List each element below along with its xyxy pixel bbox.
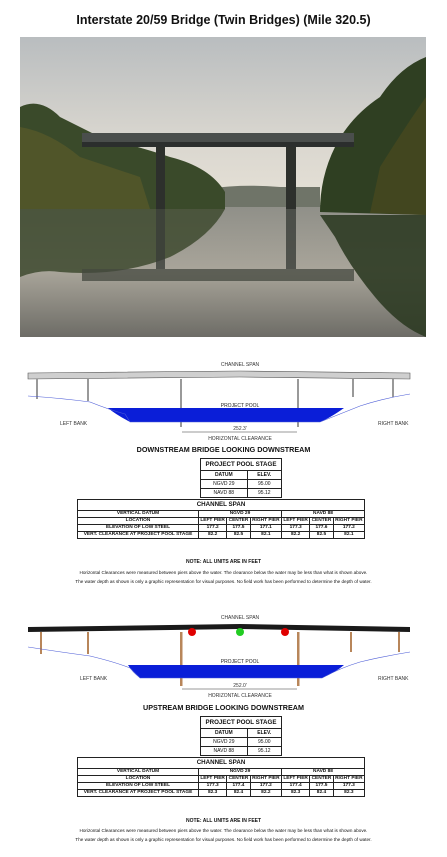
pool-datum: NGVD 29	[201, 738, 248, 747]
cell: 177.5	[227, 525, 250, 532]
location-label: LOCATION	[78, 776, 199, 783]
units-note: NOTE: ALL UNITS ARE IN FEET	[185, 559, 262, 565]
units-note: NOTE: ALL UNITS ARE IN FEET	[185, 818, 262, 824]
clearance-value: 252.3'	[233, 426, 247, 432]
row-label: ELEVATION OF LOW STEEL	[78, 525, 199, 532]
clearance-note: Horizontal Clearances were measured between piers above the water. The clearance below the water may be less than what is shown above.	[79, 828, 368, 833]
center-header: CENTER	[228, 518, 249, 523]
cell: 177.3	[199, 783, 227, 790]
row-label: VERT. CLEARANCE AT PROJECT POOL STAGE	[78, 790, 199, 797]
right-pier-header: RIGHT PIER	[252, 776, 280, 781]
location-label: LOCATION	[78, 518, 199, 525]
upstream-diagram	[0, 610, 447, 702]
elev-col: ELEV.	[247, 471, 281, 480]
pool-datum: NGVD 29	[201, 480, 248, 489]
cell: 82.2	[281, 532, 309, 539]
cell: 177.1	[250, 525, 281, 532]
upstream-caption: UPSTREAM BRIDGE LOOKING DOWNSTREAM	[143, 703, 304, 712]
cell: 82.2	[250, 790, 281, 797]
cell: 177.5	[310, 783, 333, 790]
depth-note: The water depth as shown is only a graphic representation for visual purposes. No field work has been performed to determine the depth of water.	[75, 837, 372, 842]
pool-elev: 95.12	[247, 747, 281, 756]
downstream-diagram	[0, 356, 447, 442]
cell: 177.2	[250, 783, 281, 790]
cell: 82.4	[227, 790, 250, 797]
channel-span-header: CHANNEL SPAN	[78, 500, 365, 511]
downstream-channel-span-table	[77, 499, 365, 539]
clearance-note: Horizontal Clearances were measured between piers above the water. The clearance below the water may be less than what is shown above.	[79, 570, 368, 575]
cell: 177.2	[199, 525, 227, 532]
table-row	[78, 525, 365, 532]
datum-col: DATUM	[201, 471, 248, 480]
cell: 177.6	[310, 525, 333, 532]
ngvd-header: NGVD 29	[199, 511, 282, 518]
right-bank-label: RIGHT BANK	[378, 421, 409, 427]
upstream-pool-stage-table	[200, 716, 282, 756]
cell: 177.2	[333, 525, 364, 532]
project-pool-label: PROJECT POOL	[220, 403, 260, 409]
bridge-photo	[20, 37, 426, 337]
pool-datum: NAVD 88	[201, 747, 248, 756]
cell: 82.3	[333, 790, 364, 797]
pool-datum: NAVD 88	[201, 489, 248, 498]
right-pier-header: RIGHT PIER	[335, 518, 363, 523]
page-title: Interstate 20/59 Bridge (Twin Bridges) (Mile 320.5)	[76, 13, 371, 27]
cell: 82.5	[227, 532, 250, 539]
navd-header: NAVD 88	[281, 769, 364, 776]
navd-header: NAVD 88	[281, 511, 364, 518]
center-header: CENTER	[228, 776, 249, 781]
channel-span-label: CHANNEL SPAN	[220, 615, 260, 621]
row-label: VERT. CLEARANCE AT PROJECT POOL STAGE	[78, 532, 199, 539]
left-bank-label: LEFT BANK	[60, 421, 88, 427]
vertical-datum-label: VERTICAL DATUM	[78, 769, 199, 776]
pool-stage-header: PROJECT POOL STAGE	[201, 459, 282, 471]
project-pool-label: PROJECT POOL	[220, 659, 260, 665]
downstream-caption: DOWNSTREAM BRIDGE LOOKING DOWNSTREAM	[136, 445, 311, 454]
left-pier-header: LEFT PIER	[200, 776, 225, 781]
elev-col: ELEV.	[247, 729, 281, 738]
cell: 82.1	[250, 532, 281, 539]
left-pier-header: LEFT PIER	[200, 518, 225, 523]
cell: 177.3	[333, 783, 364, 790]
cell: 82.3	[199, 790, 227, 797]
table-row	[78, 532, 365, 539]
pool-elev: 95.12	[247, 489, 281, 498]
horizontal-clearance-label: HORIZONTAL CLEARANCE	[208, 693, 272, 699]
table-row	[78, 783, 365, 790]
cell: 82.2	[199, 532, 227, 539]
left-bank-label: LEFT BANK	[80, 676, 108, 682]
ngvd-header: NGVD 29	[199, 769, 282, 776]
datum-col: DATUM	[201, 729, 248, 738]
cell: 82.5	[310, 532, 333, 539]
left-pier-header: LEFT PIER	[283, 518, 308, 523]
downstream-pool-stage-table	[200, 458, 282, 498]
right-bank-label: RIGHT BANK	[378, 676, 409, 682]
pool-stage-header: PROJECT POOL STAGE	[201, 717, 282, 729]
cell: 177.3	[281, 525, 309, 532]
channel-span-label: CHANNEL SPAN	[220, 362, 260, 368]
cell: 82.1	[333, 532, 364, 539]
center-header: CENTER	[311, 776, 332, 781]
pool-elev: 95.00	[247, 738, 281, 747]
cell: 82.4	[310, 790, 333, 797]
cell: 177.4	[281, 783, 309, 790]
right-pier-header: RIGHT PIER	[252, 518, 280, 523]
upstream-channel-span-table	[77, 757, 365, 797]
channel-span-header: CHANNEL SPAN	[78, 758, 365, 769]
clearance-value: 252.0'	[233, 683, 247, 689]
left-pier-header: LEFT PIER	[283, 776, 308, 781]
cell: 82.3	[281, 790, 309, 797]
pool-elev: 95.00	[247, 480, 281, 489]
table-row	[78, 790, 365, 797]
center-header: CENTER	[311, 518, 332, 523]
horizontal-clearance-label: HORIZONTAL CLEARANCE	[208, 436, 272, 442]
cell: 177.4	[227, 783, 250, 790]
right-pier-header: RIGHT PIER	[335, 776, 363, 781]
vertical-datum-label: VERTICAL DATUM	[78, 511, 199, 518]
depth-note: The water depth as shown is only a graphic representation for visual purposes. No field work has been performed to determine the depth of water.	[75, 579, 372, 584]
row-label: ELEVATION OF LOW STEEL	[78, 783, 199, 790]
